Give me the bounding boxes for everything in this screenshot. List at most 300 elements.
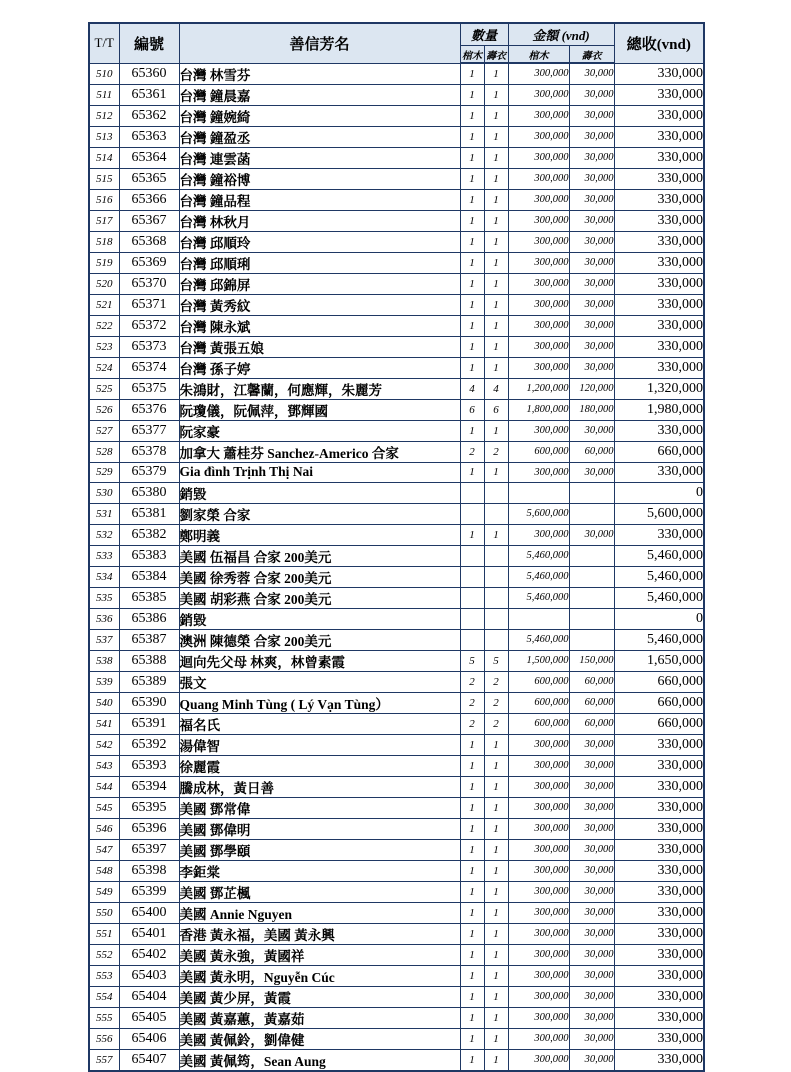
total-cell: 330,000 (614, 818, 704, 839)
table-row (89, 797, 704, 818)
name-cell: 台灣 邱順琍 (179, 252, 460, 273)
table-row (89, 105, 704, 126)
amt-coffin-cell: 300,000 (508, 524, 569, 545)
qty-shroud-cell: 1 (484, 357, 508, 378)
tt-cell: 513 (89, 126, 119, 147)
qty-coffin-cell: 1 (460, 839, 484, 860)
total-cell: 330,000 (614, 860, 704, 881)
tt-cell: 511 (89, 84, 119, 105)
amt-coffin-cell: 300,000 (508, 63, 569, 84)
subheader-shroud-amount: 壽衣 (569, 46, 614, 64)
tt-cell: 537 (89, 629, 119, 650)
code-cell: 65389 (119, 671, 179, 692)
tt-cell: 539 (89, 671, 119, 692)
code-cell: 65391 (119, 713, 179, 734)
total-cell: 660,000 (614, 671, 704, 692)
qty-shroud-cell: 1 (484, 315, 508, 336)
name-cell: 美國 鄧常偉 (179, 797, 460, 818)
name-cell: Gia đình Trịnh Thị Nai (179, 462, 460, 482)
table-row (89, 210, 704, 231)
name-cell: 台灣 黃秀紋 (179, 294, 460, 315)
qty-shroud-cell (484, 608, 508, 629)
amt-coffin-cell: 1,800,000 (508, 399, 569, 420)
table-row (89, 629, 704, 650)
qty-shroud-cell: 1 (484, 147, 508, 168)
name-cell: 劉家榮 合家 (179, 503, 460, 524)
qty-shroud-cell: 4 (484, 378, 508, 399)
amt-coffin-cell: 300,000 (508, 923, 569, 944)
tt-cell: 554 (89, 986, 119, 1007)
code-cell: 65381 (119, 503, 179, 524)
tt-cell: 510 (89, 63, 119, 84)
amt-shroud-cell: 30,000 (569, 860, 614, 881)
total-cell: 330,000 (614, 881, 704, 902)
amt-coffin-cell: 600,000 (508, 692, 569, 713)
amt-shroud-cell: 60,000 (569, 692, 614, 713)
tt-cell: 540 (89, 692, 119, 713)
table-row (89, 315, 704, 336)
amt-shroud-cell: 30,000 (569, 420, 614, 441)
table-header (89, 23, 704, 63)
tt-cell: 525 (89, 378, 119, 399)
qty-coffin-cell: 1 (460, 986, 484, 1007)
qty-coffin-cell: 1 (460, 294, 484, 315)
qty-coffin-cell: 1 (460, 336, 484, 357)
amt-shroud-cell (569, 503, 614, 524)
amt-coffin-cell: 300,000 (508, 84, 569, 105)
name-cell: 台灣 鐘婉綺 (179, 105, 460, 126)
amt-shroud-cell: 30,000 (569, 818, 614, 839)
amt-shroud-cell: 30,000 (569, 986, 614, 1007)
tt-cell: 538 (89, 650, 119, 671)
header-total: 總收(vnd) (614, 23, 704, 63)
qty-coffin-cell: 1 (460, 168, 484, 189)
name-cell: 美國 鄧學頤 (179, 839, 460, 860)
qty-shroud-cell: 1 (484, 462, 508, 482)
tt-cell: 530 (89, 482, 119, 503)
qty-shroud-cell: 1 (484, 902, 508, 923)
amt-shroud-cell: 30,000 (569, 462, 614, 482)
tt-cell: 555 (89, 1007, 119, 1028)
total-cell: 330,000 (614, 105, 704, 126)
table-row (89, 1049, 704, 1071)
name-cell: 美國 黃永強，黃國祥 (179, 944, 460, 965)
code-cell: 65385 (119, 587, 179, 608)
amt-shroud-cell: 120,000 (569, 378, 614, 399)
name-cell: 加拿大 蕭桂芬 Sanchez-Americo 合家 (179, 441, 460, 462)
qty-coffin-cell: 4 (460, 378, 484, 399)
qty-shroud-cell: 1 (484, 420, 508, 441)
code-cell: 65382 (119, 524, 179, 545)
code-cell: 65368 (119, 231, 179, 252)
qty-coffin-cell: 1 (460, 881, 484, 902)
tt-cell: 556 (89, 1028, 119, 1049)
total-cell: 330,000 (614, 294, 704, 315)
table-row (89, 755, 704, 776)
amt-shroud-cell: 30,000 (569, 336, 614, 357)
total-cell: 5,600,000 (614, 503, 704, 524)
amt-shroud-cell: 30,000 (569, 231, 614, 252)
amt-shroud-cell: 30,000 (569, 294, 614, 315)
amt-shroud-cell (569, 566, 614, 587)
tt-cell: 524 (89, 357, 119, 378)
total-cell: 660,000 (614, 692, 704, 713)
amt-coffin-cell: 300,000 (508, 462, 569, 482)
total-cell: 660,000 (614, 441, 704, 462)
name-cell: 香港 黃永福，美國 黃永興 (179, 923, 460, 944)
subheader-shroud-qty: 壽衣 (484, 46, 508, 64)
code-cell: 65362 (119, 105, 179, 126)
qty-coffin-cell: 1 (460, 797, 484, 818)
tt-cell: 536 (89, 608, 119, 629)
total-cell: 1,650,000 (614, 650, 704, 671)
name-cell: 台灣 陳永斌 (179, 315, 460, 336)
tt-cell: 518 (89, 231, 119, 252)
code-cell: 65402 (119, 944, 179, 965)
total-cell: 330,000 (614, 923, 704, 944)
amt-coffin-cell: 300,000 (508, 818, 569, 839)
code-cell: 65404 (119, 986, 179, 1007)
table-row (89, 294, 704, 315)
code-cell: 65395 (119, 797, 179, 818)
tt-cell: 542 (89, 734, 119, 755)
code-cell: 65373 (119, 336, 179, 357)
code-cell: 65375 (119, 378, 179, 399)
tt-cell: 517 (89, 210, 119, 231)
name-cell: 鄭明義 (179, 524, 460, 545)
name-cell: 台灣 鐘盈丞 (179, 126, 460, 147)
qty-coffin-cell (460, 566, 484, 587)
name-cell: 台灣 邱順玲 (179, 231, 460, 252)
header-quantity-group: 數量 (460, 23, 508, 46)
total-cell: 330,000 (614, 839, 704, 860)
total-cell: 330,000 (614, 1007, 704, 1028)
amt-coffin-cell: 600,000 (508, 441, 569, 462)
qty-shroud-cell: 1 (484, 1007, 508, 1028)
tt-cell: 523 (89, 336, 119, 357)
code-cell: 65393 (119, 755, 179, 776)
qty-shroud-cell: 1 (484, 839, 508, 860)
total-cell: 330,000 (614, 210, 704, 231)
total-cell: 330,000 (614, 944, 704, 965)
qty-coffin-cell (460, 503, 484, 524)
table-row (89, 881, 704, 902)
qty-shroud-cell: 1 (484, 252, 508, 273)
code-cell: 65399 (119, 881, 179, 902)
qty-coffin-cell (460, 608, 484, 629)
name-cell: 台灣 邱錦屏 (179, 273, 460, 294)
name-cell: 美國 黃佩鈴，劉偉健 (179, 1028, 460, 1049)
amt-coffin-cell: 300,000 (508, 839, 569, 860)
total-cell: 330,000 (614, 189, 704, 210)
qty-shroud-cell: 1 (484, 1049, 508, 1071)
total-cell: 330,000 (614, 336, 704, 357)
table-row (89, 524, 704, 545)
tt-cell: 541 (89, 713, 119, 734)
donation-table (88, 22, 705, 1072)
table-row (89, 357, 704, 378)
tt-cell: 528 (89, 441, 119, 462)
qty-shroud-cell: 6 (484, 399, 508, 420)
amt-shroud-cell: 30,000 (569, 839, 614, 860)
table-row (89, 168, 704, 189)
qty-coffin-cell: 1 (460, 1007, 484, 1028)
amt-coffin-cell: 300,000 (508, 126, 569, 147)
qty-shroud-cell: 2 (484, 692, 508, 713)
tt-cell: 553 (89, 965, 119, 986)
name-cell: 美國 鄧偉明 (179, 818, 460, 839)
qty-shroud-cell: 1 (484, 189, 508, 210)
amt-coffin-cell: 300,000 (508, 965, 569, 986)
amt-coffin-cell: 300,000 (508, 797, 569, 818)
qty-coffin-cell: 1 (460, 923, 484, 944)
qty-coffin-cell: 1 (460, 1028, 484, 1049)
amt-coffin-cell: 300,000 (508, 755, 569, 776)
amt-coffin-cell: 600,000 (508, 713, 569, 734)
table-row (89, 860, 704, 881)
header-code: 編號 (119, 23, 179, 63)
qty-coffin-cell: 1 (460, 420, 484, 441)
qty-coffin-cell (460, 545, 484, 566)
amt-coffin-cell: 1,200,000 (508, 378, 569, 399)
name-cell: 李鉅棠 (179, 860, 460, 881)
amt-shroud-cell: 30,000 (569, 252, 614, 273)
total-cell: 330,000 (614, 84, 704, 105)
qty-coffin-cell: 1 (460, 524, 484, 545)
table-row (89, 650, 704, 671)
code-cell: 65378 (119, 441, 179, 462)
name-cell: 美國 鄧芷楓 (179, 881, 460, 902)
header-tt: T/T (89, 23, 119, 63)
table-row (89, 923, 704, 944)
code-cell: 65387 (119, 629, 179, 650)
qty-shroud-cell: 1 (484, 126, 508, 147)
qty-coffin-cell: 1 (460, 818, 484, 839)
amt-coffin-cell: 5,460,000 (508, 566, 569, 587)
qty-coffin-cell: 1 (460, 105, 484, 126)
amt-shroud-cell: 30,000 (569, 755, 614, 776)
amt-shroud-cell: 30,000 (569, 797, 614, 818)
amt-shroud-cell: 30,000 (569, 105, 614, 126)
tt-cell: 529 (89, 462, 119, 482)
qty-shroud-cell: 1 (484, 986, 508, 1007)
total-cell: 330,000 (614, 462, 704, 482)
tt-cell: 543 (89, 755, 119, 776)
name-cell: 朱鴻財，江馨蘭，何應輝，朱麗芳 (179, 378, 460, 399)
table-row (89, 441, 704, 462)
qty-coffin-cell: 1 (460, 273, 484, 294)
total-cell: 330,000 (614, 776, 704, 797)
tt-cell: 516 (89, 189, 119, 210)
amt-coffin-cell (508, 482, 569, 503)
amt-coffin-cell: 300,000 (508, 105, 569, 126)
qty-coffin-cell (460, 629, 484, 650)
qty-coffin-cell: 1 (460, 210, 484, 231)
amt-coffin-cell: 300,000 (508, 986, 569, 1007)
qty-coffin-cell: 1 (460, 965, 484, 986)
code-cell: 65406 (119, 1028, 179, 1049)
name-cell: 美國 黃永明，Nguyễn Cúc (179, 965, 460, 986)
table-row (89, 84, 704, 105)
amt-shroud-cell: 30,000 (569, 315, 614, 336)
subheader-coffin-amount: 棺木 (508, 46, 569, 64)
amt-shroud-cell: 30,000 (569, 1007, 614, 1028)
tt-cell: 544 (89, 776, 119, 797)
name-cell: 美國 伍福昌 合家 200美元 (179, 545, 460, 566)
table-row (89, 545, 704, 566)
qty-coffin-cell: 6 (460, 399, 484, 420)
table-row (89, 503, 704, 524)
amt-coffin-cell: 600,000 (508, 671, 569, 692)
amt-shroud-cell (569, 629, 614, 650)
amt-coffin-cell: 300,000 (508, 294, 569, 315)
amt-coffin-cell: 5,600,000 (508, 503, 569, 524)
code-cell: 65361 (119, 84, 179, 105)
name-cell: 阮瓊儀，阮佩萍，鄧輝國 (179, 399, 460, 420)
table-row (89, 189, 704, 210)
tt-cell: 533 (89, 545, 119, 566)
name-cell: 騰成林，黃日善 (179, 776, 460, 797)
table-row (89, 944, 704, 965)
total-cell: 1,320,000 (614, 378, 704, 399)
header-amount-group: 金額 (vnd) (508, 23, 614, 46)
code-cell: 65401 (119, 923, 179, 944)
total-cell: 5,460,000 (614, 587, 704, 608)
total-cell: 330,000 (614, 231, 704, 252)
qty-shroud-cell: 1 (484, 210, 508, 231)
qty-shroud-cell: 5 (484, 650, 508, 671)
amt-shroud-cell: 30,000 (569, 147, 614, 168)
total-cell: 330,000 (614, 524, 704, 545)
amt-coffin-cell: 300,000 (508, 1028, 569, 1049)
tt-cell: 515 (89, 168, 119, 189)
amt-coffin-cell: 300,000 (508, 357, 569, 378)
qty-coffin-cell: 1 (460, 755, 484, 776)
tt-cell: 549 (89, 881, 119, 902)
total-cell: 1,980,000 (614, 399, 704, 420)
code-cell: 65397 (119, 839, 179, 860)
tt-cell: 545 (89, 797, 119, 818)
code-cell: 65384 (119, 566, 179, 587)
table-body (89, 63, 704, 1071)
amt-coffin-cell: 300,000 (508, 336, 569, 357)
total-cell: 330,000 (614, 126, 704, 147)
tt-cell: 546 (89, 818, 119, 839)
name-cell: 台灣 鐘品程 (179, 189, 460, 210)
qty-shroud-cell: 2 (484, 713, 508, 734)
table-row (89, 378, 704, 399)
name-cell: 台灣 林雪芬 (179, 63, 460, 84)
total-cell: 330,000 (614, 902, 704, 923)
code-cell: 65380 (119, 482, 179, 503)
amt-shroud-cell: 30,000 (569, 210, 614, 231)
table-row (89, 692, 704, 713)
table-row (89, 482, 704, 503)
total-cell: 660,000 (614, 713, 704, 734)
table-row (89, 566, 704, 587)
qty-coffin-cell: 5 (460, 650, 484, 671)
amt-shroud-cell: 30,000 (569, 126, 614, 147)
amt-shroud-cell: 30,000 (569, 1049, 614, 1071)
name-cell: 台灣 連雲菡 (179, 147, 460, 168)
amt-shroud-cell: 30,000 (569, 902, 614, 923)
amt-shroud-cell: 150,000 (569, 650, 614, 671)
amt-coffin-cell: 300,000 (508, 734, 569, 755)
table-row (89, 63, 704, 84)
amt-coffin-cell: 300,000 (508, 776, 569, 797)
tt-cell: 526 (89, 399, 119, 420)
name-cell: 美國 徐秀蓉 合家 200美元 (179, 566, 460, 587)
name-cell: 台灣 孫子婷 (179, 357, 460, 378)
name-cell: 福名氏 (179, 713, 460, 734)
total-cell: 5,460,000 (614, 629, 704, 650)
amt-shroud-cell: 60,000 (569, 671, 614, 692)
qty-shroud-cell (484, 545, 508, 566)
table-row (89, 1007, 704, 1028)
qty-coffin-cell: 1 (460, 860, 484, 881)
qty-coffin-cell: 1 (460, 147, 484, 168)
amt-coffin-cell: 5,460,000 (508, 629, 569, 650)
code-cell: 65363 (119, 126, 179, 147)
code-cell: 65376 (119, 399, 179, 420)
table-row (89, 986, 704, 1007)
tt-cell: 527 (89, 420, 119, 441)
total-cell: 5,460,000 (614, 545, 704, 566)
amt-shroud-cell (569, 545, 614, 566)
qty-shroud-cell: 1 (484, 734, 508, 755)
qty-shroud-cell (484, 482, 508, 503)
code-cell: 65396 (119, 818, 179, 839)
name-cell: 台灣 黃張五娘 (179, 336, 460, 357)
amt-shroud-cell: 30,000 (569, 168, 614, 189)
amt-shroud-cell: 30,000 (569, 84, 614, 105)
qty-shroud-cell: 2 (484, 441, 508, 462)
qty-shroud-cell: 1 (484, 1028, 508, 1049)
qty-shroud-cell: 1 (484, 776, 508, 797)
amt-shroud-cell: 30,000 (569, 944, 614, 965)
tt-cell: 535 (89, 587, 119, 608)
code-cell: 65364 (119, 147, 179, 168)
qty-shroud-cell: 1 (484, 84, 508, 105)
amt-coffin-cell: 300,000 (508, 944, 569, 965)
code-cell: 65398 (119, 860, 179, 881)
qty-shroud-cell (484, 587, 508, 608)
amt-shroud-cell: 60,000 (569, 713, 614, 734)
qty-coffin-cell: 2 (460, 441, 484, 462)
name-cell: 銷毀 (179, 608, 460, 629)
amt-shroud-cell: 30,000 (569, 63, 614, 84)
total-cell: 330,000 (614, 1028, 704, 1049)
amt-coffin-cell: 300,000 (508, 860, 569, 881)
amt-shroud-cell: 60,000 (569, 441, 614, 462)
table-row (89, 147, 704, 168)
code-cell: 65377 (119, 420, 179, 441)
tt-cell: 557 (89, 1049, 119, 1071)
table-row (89, 776, 704, 797)
tt-cell: 532 (89, 524, 119, 545)
amt-shroud-cell: 30,000 (569, 965, 614, 986)
name-cell: 美國 胡彩燕 合家 200美元 (179, 587, 460, 608)
name-cell: 台灣 鐘晨嘉 (179, 84, 460, 105)
qty-shroud-cell: 1 (484, 105, 508, 126)
qty-shroud-cell (484, 566, 508, 587)
total-cell: 330,000 (614, 965, 704, 986)
qty-coffin-cell: 1 (460, 189, 484, 210)
code-cell: 65372 (119, 315, 179, 336)
table-row (89, 965, 704, 986)
qty-shroud-cell: 1 (484, 965, 508, 986)
table-row (89, 399, 704, 420)
